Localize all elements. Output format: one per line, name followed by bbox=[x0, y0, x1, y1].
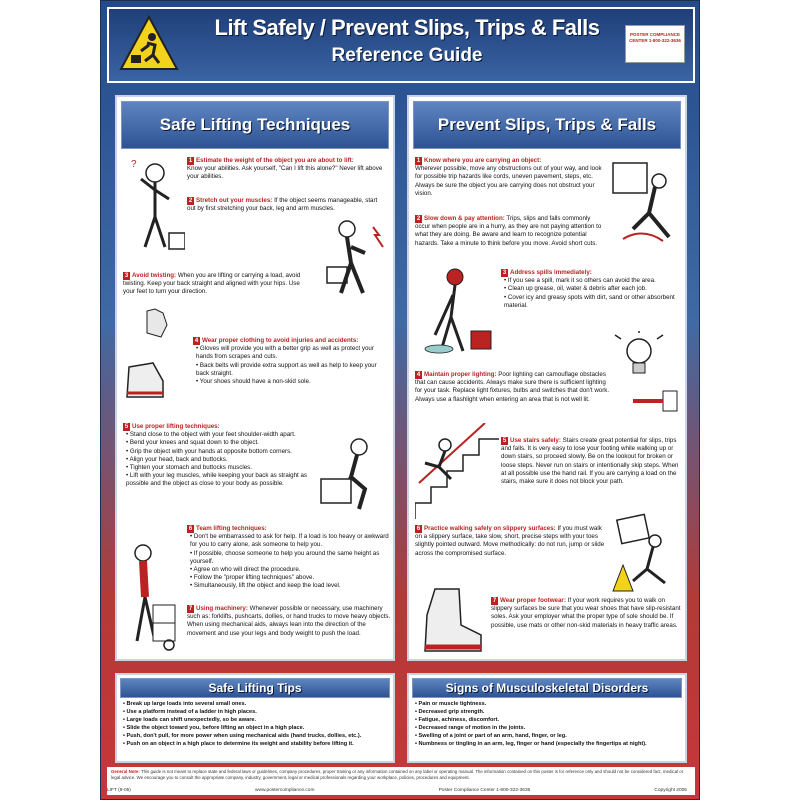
publisher-logo bbox=[625, 25, 685, 63]
list-item: • Pain or muscle tightness. bbox=[415, 701, 679, 709]
list-item: • Push on an object in a high place to determine its weight and stability before lifting it. bbox=[123, 741, 387, 749]
phone-number: Poster Compliance Center 1-800-322-3636 bbox=[438, 788, 531, 793]
prevent-slips-panel bbox=[407, 95, 687, 661]
list-item: • Large loads can shift unexpectedly, so be aware. bbox=[123, 717, 387, 725]
list-item: 5 Use proper lifting techniques: • Stand close to the object with your feet shoulder-width apart. • Bend your knees and squat down to the object. • Grip the object with your hands at opposite bottom corners. • Align your head, back and buttocks. • Tighten your stomach and buttocks muscles. • Lift with your leg muscles, while keeping your back as straight as possible and the object as close to your body as possible. bbox=[123, 423, 313, 489]
mopping-worker-icon bbox=[415, 265, 499, 359]
caution-sign-icon bbox=[119, 15, 179, 71]
list-item: 7 Wear proper footwear: If your work requires you to walk on slippery surfaces be sure that you wear shoes that have slip-resistant soles. Ask your employer what the proper type of sole should be. If possible, use mats or other non-skid materials in heavy traffic areas. bbox=[491, 597, 681, 629]
general-note-label: General Note: bbox=[111, 769, 140, 774]
page-title: Lift Safely / Prevent Slips, Trips & Falls bbox=[214, 15, 600, 40]
list-item: • Slide the object toward you, before lifting an object in a high place. bbox=[123, 725, 387, 733]
gloves-boot-icon bbox=[123, 307, 193, 407]
hand-truck-worker-icon bbox=[123, 541, 185, 653]
list-item: 2 Stretch out your muscles: If the object seems manageable, start out by first stretching your back, leg and arm muscles. bbox=[187, 197, 378, 213]
list-item: 3 Address spills immediately: • If you see a spill, mark it so others can avoid the area. • Clean up grease, oil, water & debris after each job. • Cover icy and greasy spots with dirt, sand or other absorbent material. bbox=[501, 269, 683, 310]
logo-text: POSTER COMPLIANCE CENTER 1-800-322-3636 bbox=[629, 32, 681, 43]
footer-bar bbox=[107, 788, 687, 793]
light-bulb-switch-icon bbox=[613, 331, 685, 421]
list-item: 2 Slow down & pay attention: Trips, slips and falls commonly occur when people are in a hurry, as they are not paying attention to what they are doing. Be aware and learn to recognize potential hazards. Take a minute to think before you move. Avoid short cuts. bbox=[415, 215, 602, 247]
safe-lifting-panel bbox=[115, 95, 395, 661]
list-item: 3 Avoid twisting: When you are lifting or carrying a load, avoid twisting. Keep your back straight and aligned with your hips. Use your feet to turn your direction. bbox=[123, 272, 301, 296]
list-item: • Swelling of a joint or part of an arm, hand, finger, or leg. bbox=[415, 733, 679, 741]
back-pain-worker-icon bbox=[317, 217, 391, 297]
list-item: 6 Practice walking safely on slippery surfaces: If you must walk on a slippery surface, take slow, short, precise steps with your toes slightly pointed outward. Move methodically: do not run, jump or slide across the compromised surface. bbox=[415, 525, 605, 557]
stairs-fall-icon bbox=[415, 423, 499, 519]
poster-code: LIFT (8-05) bbox=[107, 788, 131, 793]
list-item: • Decreased grip strength. bbox=[415, 709, 679, 717]
copyright: Copyright 2005 bbox=[654, 788, 687, 793]
list-item: • Push, don't pull, for more power when using mechanical aids (hand trucks, dollies, etc.). bbox=[123, 733, 387, 741]
page-subtitle: Reference Guide bbox=[331, 45, 483, 66]
tripping-worker-icon bbox=[603, 157, 683, 247]
msd-signs-box bbox=[407, 673, 687, 763]
list-item: 6 Team lifting techniques: • Don't be embarrassed to ask for help. If a load is too heavy or awkward for you to carry alone, ask someone to help you. • If possible, choose someone to help you around the same height as yourself. • Agree on who will direct the procedure. • Follow the "proper lifting techniques" above. • Simultaneously, lift the object and keep the load level. bbox=[187, 525, 391, 591]
wet-floor-slip-icon bbox=[603, 511, 683, 595]
safe-lifting-tips-heading: Safe Lifting Tips bbox=[120, 678, 390, 698]
msd-signs-heading: Signs of Musculoskeletal Disorders bbox=[412, 678, 682, 698]
prevent-slips-heading: Prevent Slips, Trips & Falls bbox=[413, 101, 681, 149]
squat-lift-icon bbox=[313, 437, 393, 513]
safe-lifting-tips-box bbox=[115, 673, 395, 763]
safe-lifting-heading: Safe Lifting Techniques bbox=[121, 101, 389, 149]
header-banner bbox=[107, 7, 695, 83]
svg-text:?: ? bbox=[131, 159, 137, 170]
list-item: 4 Maintain proper lighting: Poor lighting can camouflage obstacles that can cause accidents. Always make sure there is sufficient lighting for your task. Replace light fixtures, bulbs and switches that don't work. Always use a flashlight when entering an area that is not well lit. bbox=[415, 371, 610, 403]
list-item: 7 Using machinery: Whenever possible or necessary, use machinery such as: forklifts, pushcarts, dollies, or hand trucks to move heavy objects. When using mechanical aids, always lean into the direction of the movement and use your legs and body weight to push the load. bbox=[187, 605, 391, 637]
list-item: 4 Wear proper clothing to avoid injuries and accidents: • Gloves will provide you with a better grip as well as protect your hands from scrapes and cuts. • Back belts will provide extra support as well as help to keep your back straight. • Your shoes should have a non-skid sole. bbox=[193, 337, 389, 386]
thinking-worker-icon bbox=[125, 155, 185, 255]
work-boot-icon bbox=[415, 585, 485, 659]
list-item: • Decreased range of motion in the joints. bbox=[415, 725, 679, 733]
website-link[interactable]: www.postercompliance.com bbox=[255, 788, 315, 793]
list-item: 5 Use stairs safely: Stairs create great potential for slips, trips and falls. It is very easy to lose your footing while walking up or down stairs, so proceed slowly. Be on the lookout for broken or loose steps. Never run on stairs or intentionally skip steps. When at all possible use the hand rail. If you are carrying a load on the stairs, make sure it does not block your path. bbox=[501, 437, 679, 485]
list-item: • Fatigue, achiness, discomfort. bbox=[415, 717, 679, 725]
list-item: 1 Know where you are carrying an object: Wherever possible, move any obstructions out of your way, and look for possible trip hazards like cords, uneven pavement, steps, etc. Always be sure the object you are carrying does not obstruct your vision. bbox=[415, 157, 602, 197]
list-item: • Numbness or tingling in an arm, leg, finger or hand (especially the fingertips at night). bbox=[415, 741, 679, 749]
poster bbox=[100, 0, 700, 800]
list-item: • Break up large loads into several small ones. bbox=[123, 701, 387, 709]
list-item: 1 Estimate the weight of the object you are about to lift: Know your abilities. Ask yourself, "Can I lift this alone?" Never lift above your abilities. bbox=[187, 157, 383, 181]
general-note-text: This guide is not meant to replace state and federal laws or guidelines, company procedures, proper training or any information contained on any label or operating manual. The information contained on this poster is for reference only and should not be considered fact, medical or legal advice. We encourage you to consult the appropriate company, industry, government, legal or medical professionals regarding your workplace, policies, procedures and equipment. bbox=[111, 769, 684, 780]
list-item: • Use a platform instead of a ladder in high places. bbox=[123, 709, 387, 717]
